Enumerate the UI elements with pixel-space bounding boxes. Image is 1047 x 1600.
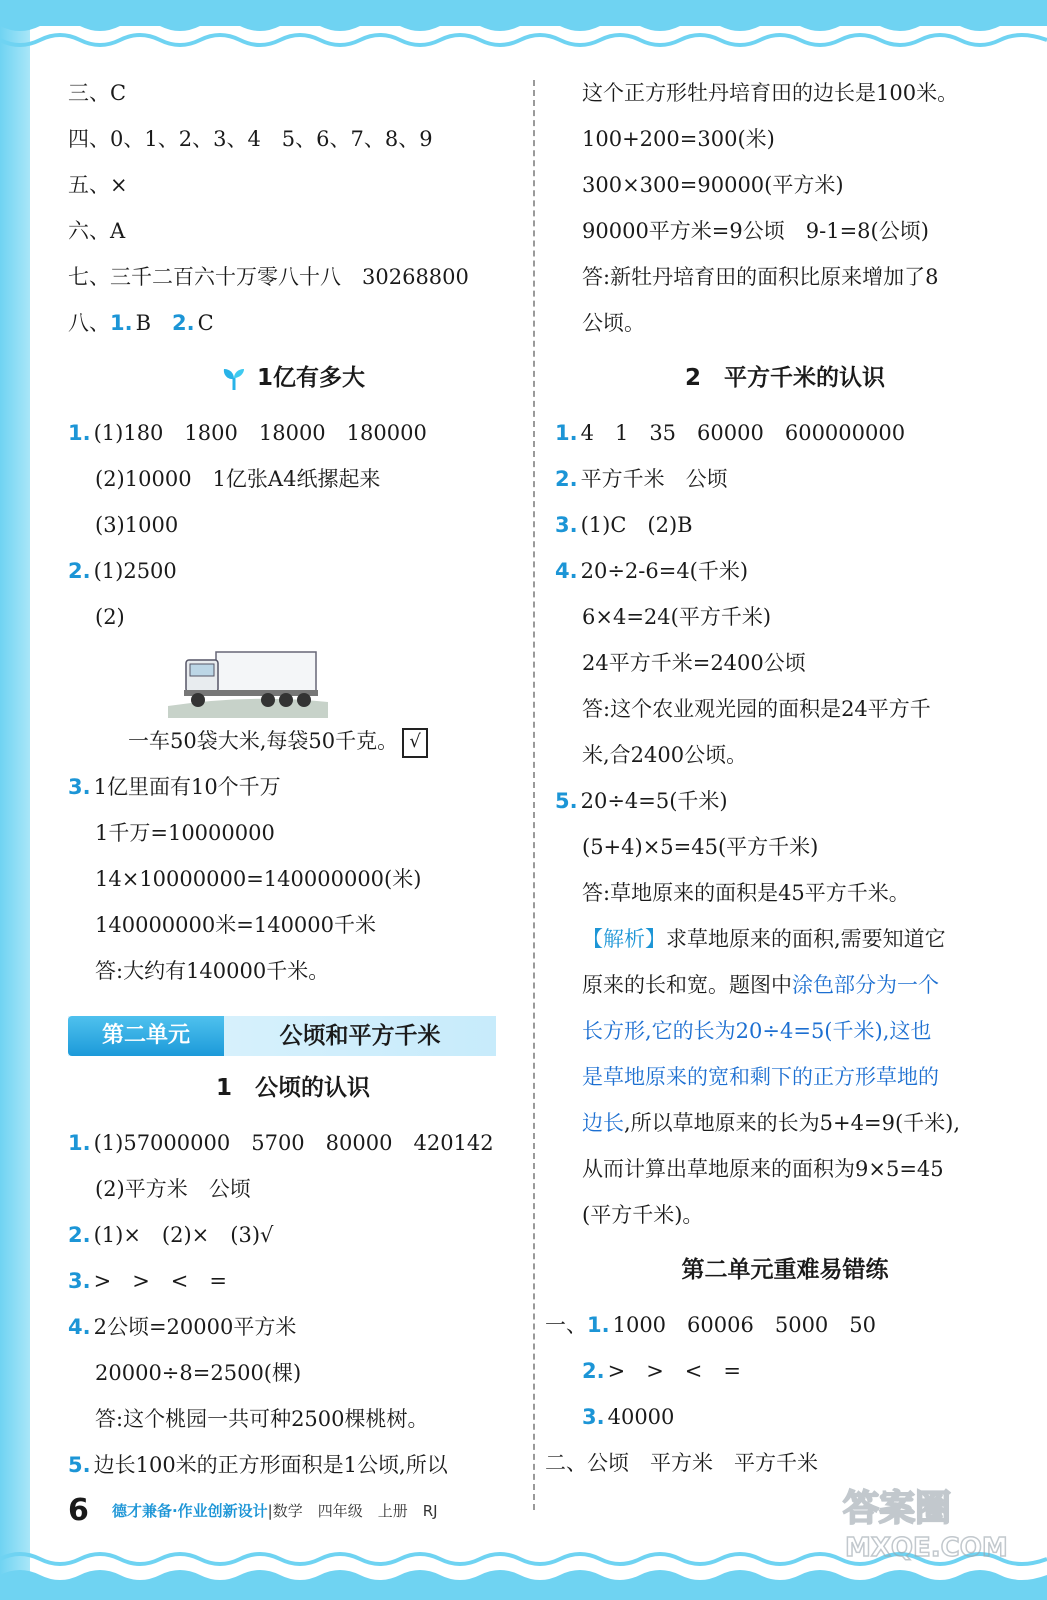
answer-line: 公顷。 bbox=[582, 311, 645, 335]
answer-text: 4 1 35 60000 600000000 bbox=[580, 421, 906, 445]
answer-text: 1亿里面有10个千万 bbox=[93, 775, 281, 799]
analysis-highlight-line: 长方形,它的长为20÷4=5(千米),这也 bbox=[582, 1019, 932, 1043]
question-number: 3. bbox=[582, 1405, 605, 1429]
r-q5-line: 答:草地原来的面积是45平方千米。 bbox=[582, 881, 910, 905]
question-number: 4. bbox=[555, 559, 578, 583]
q3-line: 14×10000000=140000000(米) bbox=[95, 867, 422, 891]
question-number: 2. bbox=[68, 1223, 91, 1247]
answer-line: 100+200=300(米) bbox=[582, 127, 775, 151]
section-title-text: 1亿有多大 bbox=[256, 365, 365, 391]
q3-line: 140000000米=140000千米 bbox=[95, 913, 377, 937]
unit-badge: 第二单元 bbox=[68, 1016, 224, 1056]
answer-text: 40000 bbox=[607, 1405, 675, 1429]
question-number: 1. bbox=[110, 311, 133, 335]
caption-text: 一车50袋大米,每袋50千克。 bbox=[128, 729, 399, 753]
answer-text: > > < = bbox=[607, 1359, 741, 1383]
analysis-line bbox=[555, 962, 1015, 1008]
r-q4-line: 6×4=24(平方千米) bbox=[582, 605, 772, 629]
answer-text: 20÷4=5(千米) bbox=[580, 789, 728, 813]
section-title-3: 2 平方千米的认识 bbox=[684, 365, 885, 391]
question-number: 4. bbox=[68, 1315, 91, 1339]
q2-line: (2) bbox=[95, 605, 125, 629]
practice-line: 二、公顷 平方米 平方千米 bbox=[545, 1451, 818, 1475]
right-column bbox=[545, 70, 1015, 1486]
analysis-highlight: 涂色部分为一个 bbox=[792, 973, 939, 997]
section-title-1 bbox=[68, 346, 518, 410]
analysis-highlight: 边长 bbox=[582, 1111, 624, 1135]
answer: B bbox=[135, 311, 152, 335]
r-q4-line: 答:这个农业观光园的面积是24平方千 bbox=[582, 697, 931, 721]
answer-text: (1)× (2)× (3)√ bbox=[93, 1223, 274, 1247]
q1-line: (3)1000 bbox=[95, 513, 179, 537]
q1-line bbox=[68, 410, 518, 456]
answer-text: > > < = bbox=[93, 1269, 227, 1293]
question-number: 3. bbox=[555, 513, 578, 537]
s2-q4-line: 20000÷8=2500(棵) bbox=[95, 1361, 302, 1385]
r-q2-line bbox=[555, 456, 1015, 502]
answer-line: 六、A bbox=[68, 219, 126, 243]
column-divider bbox=[533, 80, 535, 1510]
analysis-line bbox=[555, 916, 1015, 962]
question-number: 2. bbox=[555, 467, 578, 491]
r-q3-line bbox=[555, 502, 1015, 548]
answer-text: 边长100米的正方形面积是1公顷,所以 bbox=[93, 1453, 448, 1477]
r-q5-line: (5+4)×5=45(平方千米) bbox=[582, 835, 819, 859]
s2-q5-line bbox=[68, 1442, 518, 1488]
answer-text: 平方千米 公顷 bbox=[580, 467, 728, 491]
analysis-highlight-line: 是草地原来的宽和剩下的正方形草地的 bbox=[582, 1065, 939, 1089]
q2-line bbox=[68, 548, 518, 594]
frame-top-wave bbox=[0, 0, 1047, 60]
page-footer bbox=[68, 1493, 438, 1537]
footer-brand: 德才兼备·作业创新设计 bbox=[111, 1502, 268, 1520]
s2-q4-line: 答:这个桃园一共可种2500棵桃树。 bbox=[95, 1407, 429, 1431]
section-title-4: 第二单元重难易错练 bbox=[681, 1257, 889, 1283]
truck-illustration bbox=[168, 646, 328, 718]
answer-line: 四、0、1、2、3、4 5、6、7、8、9 bbox=[68, 127, 433, 151]
answer-line: 这个正方形牡丹培育田的边长是100米。 bbox=[582, 81, 959, 105]
analysis-tag: 【解析】 bbox=[582, 927, 666, 951]
question-number: 1. bbox=[68, 1131, 91, 1155]
answer-text: 2公顷=20000平方米 bbox=[93, 1315, 297, 1339]
page-number: 6 bbox=[68, 1493, 89, 1528]
answer-text: 1000 60006 5000 50 bbox=[612, 1313, 877, 1337]
s2-q1-line bbox=[68, 1120, 518, 1166]
q3-line bbox=[68, 764, 518, 810]
unit-title: 公顷和平方千米 bbox=[279, 1023, 441, 1049]
answer-line-8 bbox=[68, 300, 518, 346]
question-number: 1. bbox=[68, 421, 91, 445]
unit-header bbox=[68, 1016, 496, 1056]
s2-q1-line: (2)平方米 公顷 bbox=[95, 1177, 251, 1201]
analysis-line bbox=[555, 1100, 1015, 1146]
answer-line: 七、三千二百六十万零八十八 30268800 bbox=[68, 265, 469, 289]
analysis-text: 求草地原来的面积,需要知道它 bbox=[666, 927, 946, 951]
question-number: 2. bbox=[68, 559, 91, 583]
question-number: 5. bbox=[555, 789, 578, 813]
practice-line bbox=[545, 1302, 1015, 1348]
answer-text: 20÷2-6=4(千米) bbox=[580, 559, 749, 583]
q1-line: (2)10000 1亿张A4纸摞起来 bbox=[95, 467, 381, 491]
answer-text: (1)C (2)B bbox=[580, 513, 693, 537]
svg-text:MXQE.COM: MXQE.COM bbox=[845, 1533, 1008, 1563]
r-q4-line: 24平方千米=2400公顷 bbox=[582, 651, 806, 675]
answer-text: (1)180 1800 18000 180000 bbox=[93, 421, 427, 445]
check-box: √ bbox=[402, 728, 428, 758]
section-title-2: 1 公顷的认识 bbox=[215, 1075, 370, 1101]
question-number: 5. bbox=[68, 1453, 91, 1477]
prefix: 一、 bbox=[545, 1313, 587, 1337]
answer-line: 五、× bbox=[68, 173, 128, 197]
answer-line: 三、C bbox=[68, 81, 127, 105]
sprout-icon bbox=[221, 366, 247, 392]
r-q5-line bbox=[555, 778, 1015, 824]
s2-q4-line bbox=[68, 1304, 518, 1350]
question-number: 3. bbox=[68, 775, 91, 799]
answer-line: 90000平方米=9公顷 9-1=8(公顷) bbox=[582, 219, 929, 243]
question-number: 2. bbox=[172, 311, 195, 335]
s2-q3-line bbox=[68, 1258, 518, 1304]
r-q4-line bbox=[555, 548, 1015, 594]
frame-left-strip bbox=[0, 0, 30, 1600]
practice-line bbox=[555, 1394, 1015, 1440]
practice-line bbox=[555, 1348, 1015, 1394]
question-number: 1. bbox=[587, 1313, 610, 1337]
watermark-logo bbox=[835, 1478, 1035, 1568]
q3-line: 1千万=10000000 bbox=[95, 821, 275, 845]
truck-caption-line bbox=[68, 718, 518, 764]
answer: C bbox=[197, 311, 214, 335]
r-q1-line bbox=[555, 410, 1015, 456]
question-number: 2. bbox=[582, 1359, 605, 1383]
answer-text: (1)57000000 5700 80000 420142 bbox=[93, 1131, 494, 1155]
s2-q2-line bbox=[68, 1212, 518, 1258]
q3-line: 答:大约有140000千米。 bbox=[95, 959, 330, 983]
analysis-text: 原来的长和宽。题图中 bbox=[582, 973, 792, 997]
r-q4-line: 米,合2400公顷。 bbox=[582, 743, 748, 767]
answer-text: (1)2500 bbox=[93, 559, 177, 583]
answer-line: 300×300=90000(平方米) bbox=[582, 173, 844, 197]
svg-text:答案圈: 答案圈 bbox=[843, 1488, 952, 1529]
analysis-text: ,所以草地原来的长为5+4=9(千米), bbox=[624, 1111, 961, 1135]
question-number: 1. bbox=[555, 421, 578, 445]
analysis-line: (平方千米)。 bbox=[582, 1203, 704, 1227]
left-column bbox=[68, 70, 518, 1488]
footer-meta: |数学 四年级 上册 RJ bbox=[267, 1502, 438, 1520]
analysis-line: 从而计算出草地原来的面积为9×5=45 bbox=[582, 1157, 944, 1181]
prefix: 八、 bbox=[68, 311, 110, 335]
question-number: 3. bbox=[68, 1269, 91, 1293]
answer-line: 答:新牡丹培育田的面积比原来增加了8 bbox=[582, 265, 939, 289]
